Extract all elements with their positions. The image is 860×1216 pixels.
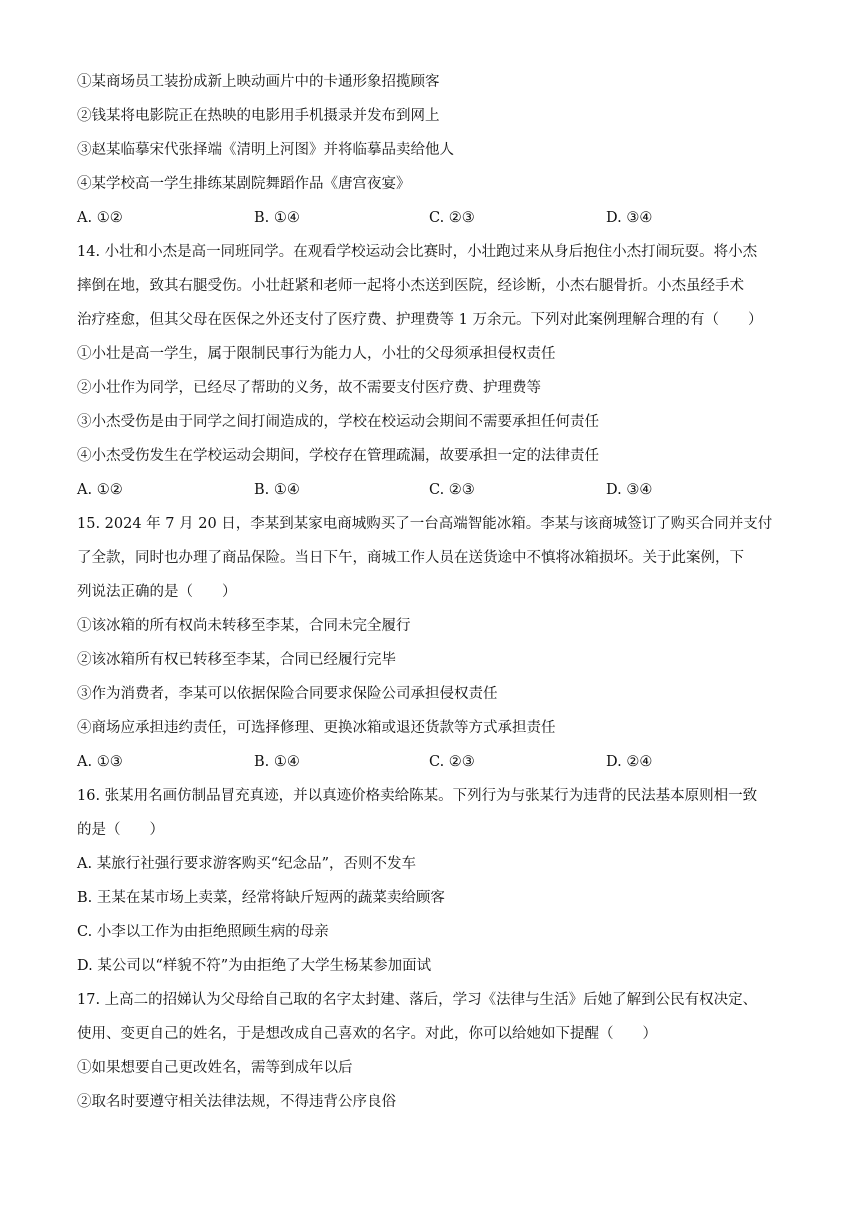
q16-stem-line-2: 的是（ ）	[77, 822, 164, 838]
q16-choice-c[interactable]: C. 小李以工作为由拒绝照顾生病的母亲	[77, 924, 329, 940]
q13-item-1: ①某商场员工装扮成新上映动画片中的卡通形象招揽顾客	[77, 74, 440, 90]
q13-item-2: ②钱某将电影院正在热映的电影用手机摄录并发布到网上	[77, 108, 440, 124]
q13-option-c[interactable]: C. ②③	[429, 210, 475, 226]
q14-options	[77, 480, 789, 500]
q15-stem-line-3: 列说法正确的是（ ）	[77, 584, 237, 600]
q16-choice-d[interactable]: D. 某公司以“样貌不符”为由拒绝了大学生杨某参加面试	[77, 958, 432, 974]
q14-stem-line-3: 治疗痊愈，但其父母在医保之外还支付了医疗费、护理费等 1 万余元。下列对此案例理解合理的有（ ）	[77, 312, 763, 328]
q14-option-d[interactable]: D. ③④	[606, 482, 653, 498]
q14-option-b[interactable]: B. ①④	[254, 482, 300, 498]
q14-item-2: ②小壮作为同学，已经尽了帮助的义务，故不需要支付医疗费、护理费等	[77, 380, 541, 396]
q15-option-b[interactable]: B. ①④	[254, 754, 300, 770]
q13-item-3: ③赵某临摹宋代张择端《清明上河图》并将临摹品卖给他人	[77, 142, 454, 158]
q14-option-a[interactable]: A. ①②	[77, 482, 123, 498]
q14-item-1: ①小壮是高一学生，属于限制民事行为能力人，小壮的父母须承担侵权责任	[77, 346, 556, 362]
q15-options	[77, 752, 789, 772]
q15-item-2: ②该冰箱所有权已转移至李某，合同已经履行完毕	[77, 652, 396, 668]
q13-option-d[interactable]: D. ③④	[606, 210, 653, 226]
q17-item-1: ①如果想要自己更改姓名，需等到成年以后	[77, 1060, 353, 1076]
q14-stem-line-1: 14. 小壮和小杰是高一同班同学。在观看学校运动会比赛时，小壮跑过来从身后抱住小杰打闹玩耍。将小杰	[77, 244, 758, 260]
q16-choice-a[interactable]: A. 某旅行社强行要求游客购买“纪念品”，否则不发车	[77, 856, 417, 872]
q16-choice-b[interactable]: B. 王某在某市场上卖菜，经常将缺斤短两的蔬菜卖给顾客	[77, 890, 445, 906]
q15-item-4: ④商场应承担违约责任，可选择修理、更换冰箱或退还货款等方式承担责任	[77, 720, 556, 736]
q15-stem-line-1: 15. 2024 年 7 月 20 日，李某到某家电商城购买了一台高端智能冰箱。李某与该商城签订了购买合同并支付	[77, 516, 773, 532]
q15-item-1: ①该冰箱的所有权尚未转移至李某，合同未完全履行	[77, 618, 411, 634]
q15-stem-line-2: 了全款，同时也办理了商品保险。当日下午，商城工作人员在送货途中不慎将冰箱损坏。关于此案例，下	[77, 550, 744, 566]
q14-stem-line-2: 摔倒在地，致其右腿受伤。小壮赶紧和老师一起将小杰送到医院，经诊断，小杰右腿骨折。小杰虽经手术	[77, 278, 744, 294]
q17-stem-line-1: 17. 上高二的招娣认为父母给自己取的名字太封建、落后，学习《法律与生活》后她了解到公民有权决定、	[77, 992, 758, 1008]
q13-option-a[interactable]: A. ①②	[77, 210, 123, 226]
q16-stem-line-1: 16. 张某用名画仿制品冒充真迹，并以真迹价格卖给陈某。下列行为与张某行为违背的民法基本原则相一致	[77, 788, 758, 804]
q14-item-4: ④小杰受伤发生在学校运动会期间，学校存在管理疏漏，故要承担一定的法律责任	[77, 448, 599, 464]
q14-item-3: ③小杰受伤是由于同学之间打闹造成的，学校在校运动会期间不需要承担任何责任	[77, 414, 599, 430]
q15-option-a[interactable]: A. ①③	[77, 754, 123, 770]
q13-option-b[interactable]: B. ①④	[254, 210, 300, 226]
q17-stem-line-2: 使用、变更自己的姓名，于是想改成自己喜欢的名字。对此，你可以给她如下提醒（ ）	[77, 1026, 657, 1042]
q17-item-2: ②取名时要遵守相关法律法规，不得违背公序良俗	[77, 1094, 396, 1110]
q14-option-c[interactable]: C. ②③	[429, 482, 475, 498]
q15-option-d[interactable]: D. ②④	[606, 754, 653, 770]
q13-item-4: ④某学校高一学生排练某剧院舞蹈作品《唐宫夜宴》	[77, 176, 411, 192]
q15-item-3: ③作为消费者，李某可以依据保险合同要求保险公司承担侵权责任	[77, 686, 498, 702]
q15-option-c[interactable]: C. ②③	[429, 754, 475, 770]
q13-options	[77, 208, 789, 228]
